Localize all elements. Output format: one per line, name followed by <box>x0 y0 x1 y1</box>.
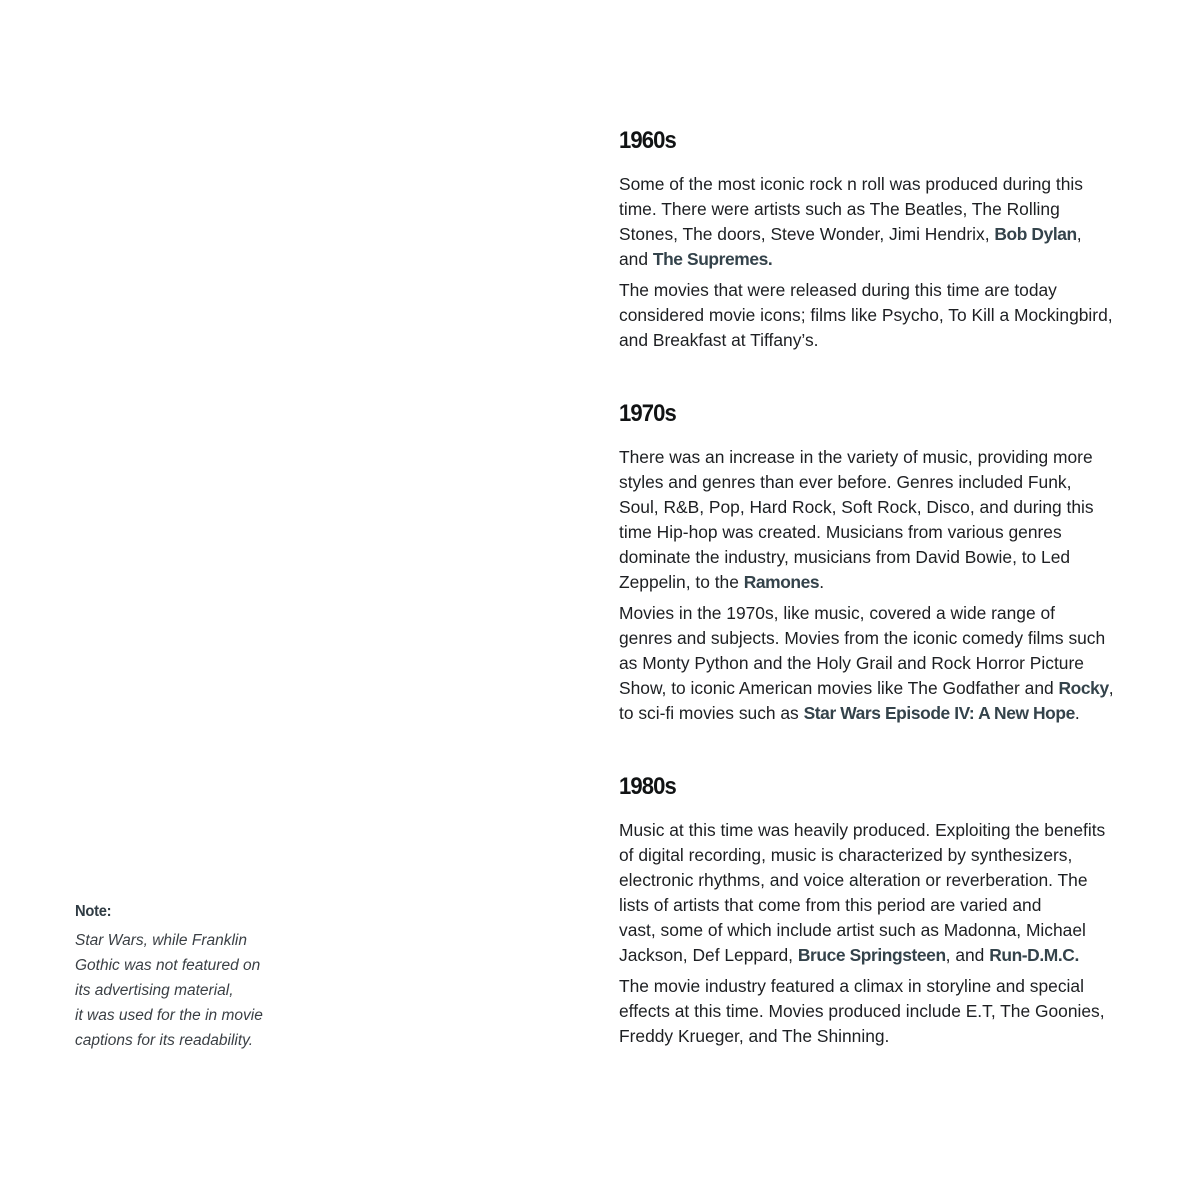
section-1980s <box>619 770 1159 1049</box>
text-line <box>619 943 1159 968</box>
text-line: styles and genres than ever before. Genres included Funk, <box>619 472 1072 492</box>
text-run: . <box>819 572 825 592</box>
movies-paragraph <box>619 278 1159 353</box>
highlight-the-supremes: The Supremes. <box>652 249 773 269</box>
music-paragraph <box>619 445 1159 595</box>
text-line: The movies that were released during this time are today <box>619 280 1057 300</box>
text-line <box>619 222 1159 247</box>
text-line: electronic rhythms, and voice alteration or reverberation. The <box>619 870 1088 890</box>
highlight-bruce-springsteen: Bruce Springsteen <box>797 945 946 965</box>
text-run: , and <box>945 945 990 965</box>
section-heading: 1960s <box>619 127 676 154</box>
text-run: Zeppelin, to the <box>619 572 744 592</box>
movies-paragraph <box>619 974 1159 1049</box>
note-line: Star Wars, while Franklin <box>75 932 247 949</box>
text-run: to sci-fi movies such as <box>619 703 804 723</box>
section-heading: 1970s <box>619 400 676 427</box>
highlight-bob-dylan: Bob Dylan <box>994 224 1077 244</box>
highlight-run-dmc: Run-D.M.C. <box>989 945 1079 965</box>
text-line: considered movie icons; films like Psycho, To Kill a Mockingbird, <box>619 305 1113 325</box>
movies-paragraph <box>619 601 1159 726</box>
text-run: . <box>1074 703 1080 723</box>
text-line: The movie industry featured a climax in storyline and special <box>619 976 1084 996</box>
text-line <box>619 676 1159 701</box>
text-line: There was an increase in the variety of music, providing more <box>619 447 1093 467</box>
text-line: time. There were artists such as The Beatles, The Rolling <box>619 199 1060 219</box>
note-line: it was used for the in movie <box>75 1007 263 1024</box>
text-line: genres and subjects. Movies from the iconic comedy films such <box>619 628 1106 648</box>
text-run: , <box>1076 224 1082 244</box>
note-line: captions for its readability. <box>75 1032 254 1049</box>
text-line <box>619 247 1159 272</box>
main-column <box>619 124 1159 1093</box>
text-line: vast, some of which include artist such as Madonna, Michael <box>619 920 1086 940</box>
note-line: its advertising material, <box>75 982 234 999</box>
highlight-ramones: Ramones <box>743 572 820 592</box>
text-line: effects at this time. Movies produced include E.T, The Goonies, <box>619 1001 1105 1021</box>
note-line: Gothic was not featured on <box>75 957 261 974</box>
text-line: Freddy Krueger, and The Shinning. <box>619 1026 890 1046</box>
note-title: Note: <box>75 903 112 920</box>
section-1970s <box>619 397 1159 726</box>
text-line: dominate the industry, musicians from David Bowie, to Led <box>619 547 1071 567</box>
highlight-star-wars: Star Wars Episode IV: A New Hope <box>803 703 1075 723</box>
text-line: time Hip-hop was created. Musicians from various genres <box>619 522 1062 542</box>
section-heading: 1980s <box>619 773 676 800</box>
text-line <box>619 570 1159 595</box>
section-1960s <box>619 124 1159 353</box>
text-line: Music at this time was heavily produced. Exploiting the benefits <box>619 820 1106 840</box>
text-line: and Breakfast at Tiffany’s. <box>619 330 819 350</box>
text-line: lists of artists that come from this period are varied and <box>619 895 1042 915</box>
text-line: of digital recording, music is characterized by synthesizers, <box>619 845 1073 865</box>
text-line: Movies in the 1970s, like music, covered a wide range of <box>619 603 1055 623</box>
highlight-rocky: Rocky <box>1058 678 1109 698</box>
note-body <box>75 928 315 1053</box>
text-line <box>619 701 1159 726</box>
text-run: Stones, The doors, Steve Wonder, Jimi Hendrix, <box>619 224 995 244</box>
text-line: as Monty Python and the Holy Grail and Rock Horror Picture <box>619 653 1084 673</box>
text-run: and <box>619 249 653 269</box>
text-run: Jackson, Def Leppard, <box>619 945 798 965</box>
music-paragraph <box>619 818 1159 968</box>
music-paragraph <box>619 172 1159 272</box>
text-line: Some of the most iconic rock n roll was produced during this <box>619 174 1083 194</box>
text-run: , <box>1108 678 1114 698</box>
text-line: Soul, R&B, Pop, Hard Rock, Soft Rock, Disco, and during this <box>619 497 1094 517</box>
side-note <box>75 902 315 1053</box>
text-run: Show, to iconic American movies like The Godfather and <box>619 678 1059 698</box>
